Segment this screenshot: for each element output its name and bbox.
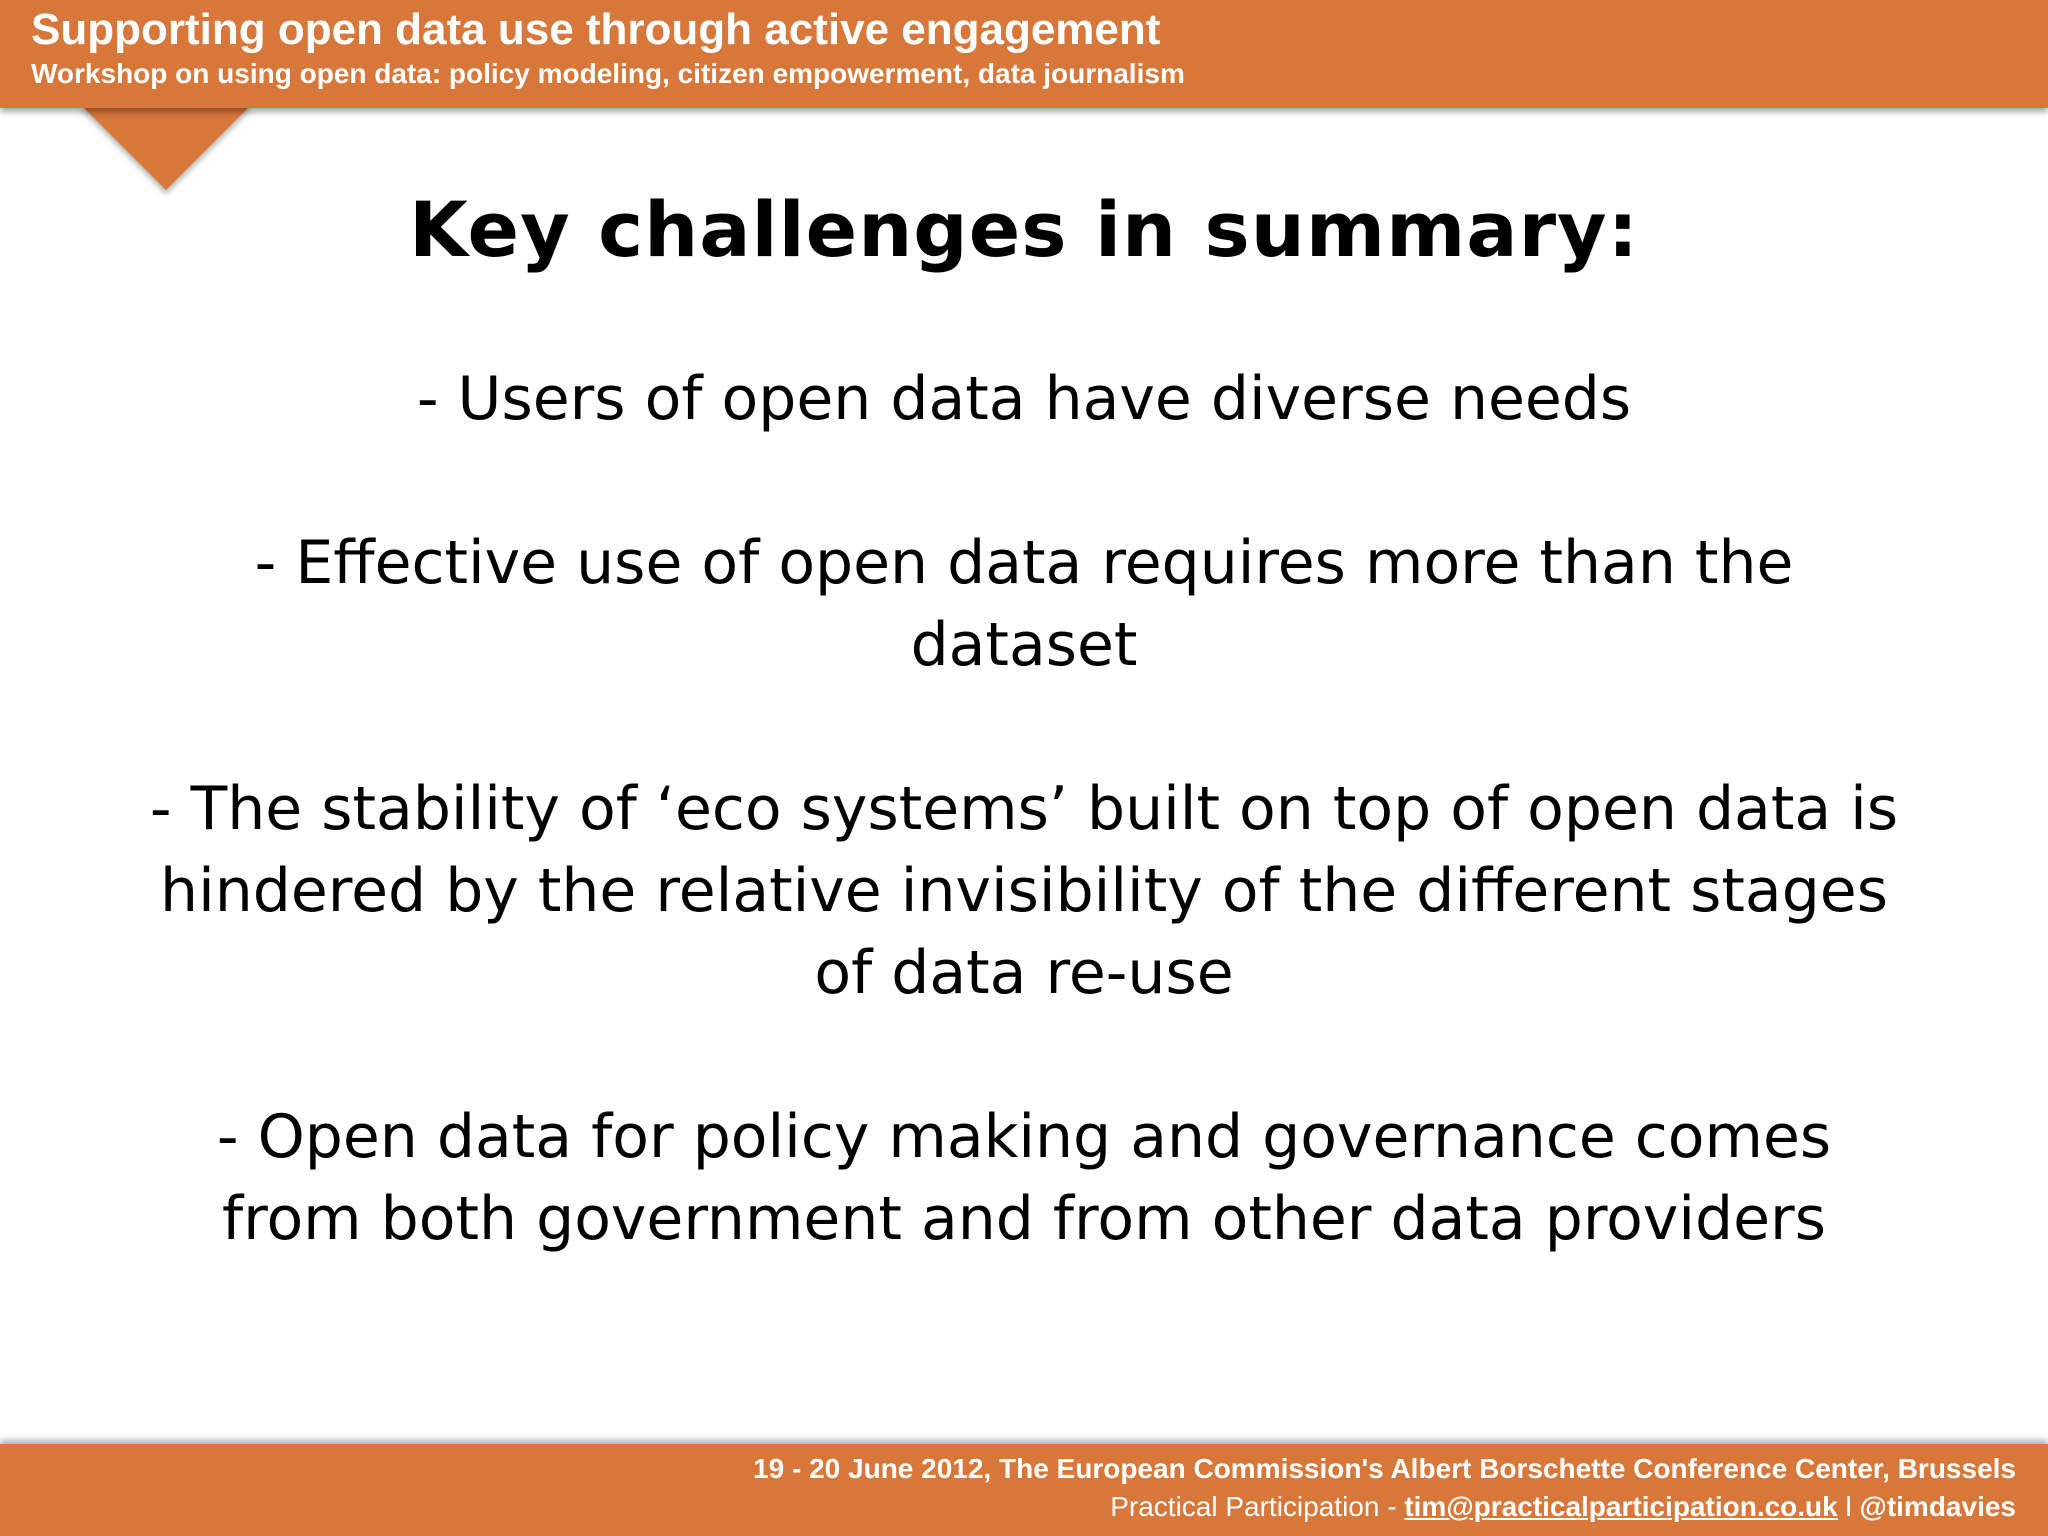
footer-event: 19 - 20 June 2012, The European Commission's Albert Borschette Conference Center, Brussels bbox=[753, 1453, 2016, 1484]
footer-separator: l bbox=[1837, 1491, 1860, 1522]
bullet-item: - Users of open data have diverse needs bbox=[416, 364, 1632, 434]
header-arrow-decoration bbox=[80, 104, 252, 190]
footer-org: Practical Participation - bbox=[1110, 1491, 1405, 1522]
footer-handle: @timdavies bbox=[1859, 1491, 2016, 1522]
bullet-item: - The stability of ‘eco systems’ built on top of open data is hindered by the relative invisibility of the different stages of data re-use bbox=[149, 774, 1899, 1008]
footer-band bbox=[0, 1444, 2048, 1536]
header-title: Supporting open data use through active engagement bbox=[31, 5, 1161, 54]
header-subtitle: Workshop on using open data: policy modeling, citizen empowerment, data journalism bbox=[31, 58, 1185, 89]
footer-contact bbox=[1110, 1488, 2016, 1526]
slide-title: Key challenges in summary: bbox=[409, 185, 1639, 274]
bullet-item: - Effective use of open data requires more than the dataset bbox=[254, 528, 1794, 680]
bullet-list bbox=[140, 358, 1908, 1342]
bullet-item: - Open data for policy making and governance comes from both government and from other data providers bbox=[216, 1102, 1832, 1254]
header-band bbox=[0, 0, 2048, 108]
footer-email-link[interactable]: tim@practicalparticipation.co.uk bbox=[1404, 1491, 1838, 1522]
